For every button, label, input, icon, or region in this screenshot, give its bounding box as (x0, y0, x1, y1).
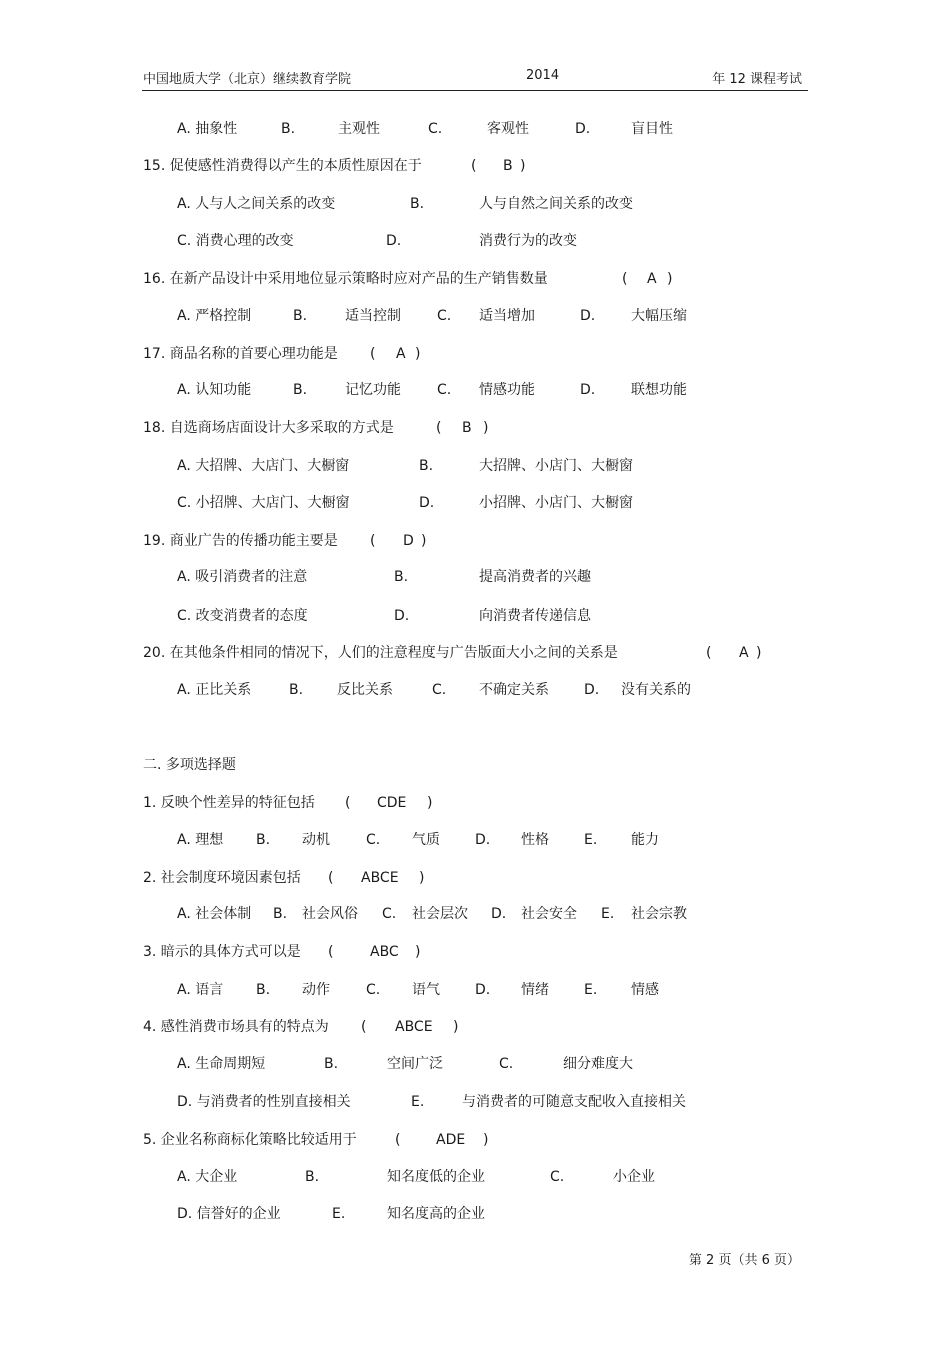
q19-option-c: C. 改变消费者的态度 (177, 608, 308, 624)
q20-paren-open: ( (706, 645, 712, 661)
m1-option-b-letter: B. (256, 832, 271, 848)
q17-stem: 17. 商品名称的首要心理功能是 (143, 346, 338, 362)
m1-paren-open: ( (345, 795, 351, 811)
q14-option-a: A. 抽象性 (177, 121, 238, 137)
m5-paren-close: ) (483, 1132, 489, 1148)
m3-paren-close: ) (415, 944, 421, 960)
q14-option-c: 客观性 (487, 121, 529, 137)
m2-option-d: 社会安全 (521, 906, 577, 922)
m1-option-e: 能力 (631, 832, 659, 848)
header-rule (142, 90, 808, 91)
m2-option-c-letter: C. (382, 906, 397, 922)
m4-paren-open: ( (361, 1019, 367, 1035)
q17-option-c-letter: C. (437, 382, 452, 398)
page-number: 第 2 页（共 6 页） (688, 1253, 800, 1268)
q16-option-c-letter: C. (437, 308, 452, 324)
q20-option-c: 不确定关系 (479, 682, 549, 698)
q19-stem: 19. 商业广告的传播功能主要是 (143, 533, 338, 549)
m4-option-e: 与消费者的可随意支配收入直接相关 (462, 1094, 686, 1110)
m3-option-e-letter: E. (584, 982, 598, 998)
q15-option-b-letter: B. (410, 196, 425, 212)
m2-option-b-letter: B. (273, 906, 288, 922)
m4-option-b-letter: B. (324, 1056, 339, 1072)
q17-paren-open: ( (370, 346, 376, 362)
q15-paren-open: ( (471, 158, 477, 174)
q16-option-b-letter: B. (293, 308, 308, 324)
m2-option-d-letter: D. (491, 906, 507, 922)
q16-option-a: A. 严格控制 (177, 308, 252, 324)
q20-answer: A (739, 645, 749, 661)
q18-option-c: C. 小招牌、大店门、大橱窗 (177, 495, 350, 511)
m2-option-c: 社会层次 (412, 906, 468, 922)
q15-stem: 15. 促使感性消费得以产生的本质性原因在于 (143, 158, 422, 174)
m1-option-d: 性格 (521, 832, 549, 848)
m5-option-e: 知名度高的企业 (387, 1206, 485, 1222)
q16-option-c: 适当增加 (479, 308, 535, 324)
m3-option-d: 情绪 (521, 982, 549, 998)
m5-option-e-letter: E. (332, 1206, 346, 1222)
q16-option-b: 适当控制 (345, 308, 401, 324)
m3-option-e: 情感 (631, 982, 659, 998)
m3-paren-open: ( (328, 944, 334, 960)
q17-option-d: 联想功能 (631, 382, 687, 398)
q20-option-d-letter: D. (584, 682, 600, 698)
m5-option-a: A. 大企业 (177, 1169, 238, 1185)
q20-option-b: 反比关系 (337, 682, 393, 698)
q19-option-d-letter: D. (394, 608, 410, 624)
q16-stem: 16. 在新产品设计中采用地位显示策略时应对产品的生产销售数量 (143, 271, 548, 287)
q14-option-b: 主观性 (338, 121, 380, 137)
q19-answer: D (403, 533, 414, 549)
q15-answer: B (503, 158, 513, 174)
header-left: 中国地质大学（北京）继续教育学院 (143, 72, 352, 87)
m2-paren-open: ( (328, 870, 334, 886)
q16-option-d-letter: D. (580, 308, 596, 324)
m4-option-a: A. 生命周期短 (177, 1056, 266, 1072)
q18-option-a: A. 大招牌、大店门、大橱窗 (177, 458, 350, 474)
m5-option-d: D. 信誉好的企业 (177, 1206, 281, 1222)
q14-option-b-letter: B. (281, 121, 296, 137)
q20-option-b-letter: B. (289, 682, 304, 698)
q15-option-a: A. 人与人之间关系的改变 (177, 196, 336, 212)
m2-stem: 2. 社会制度环境因素包括 (143, 870, 301, 886)
q18-paren-close: ) (483, 420, 489, 436)
q20-paren-close: ) (756, 645, 762, 661)
q16-answer: A (647, 271, 657, 287)
m3-option-c: 语气 (412, 982, 440, 998)
m3-stem: 3. 暗示的具体方式可以是 (143, 944, 301, 960)
m5-stem: 5. 企业名称商标化策略比较适用于 (143, 1132, 357, 1148)
q15-option-c: C. 消费心理的改变 (177, 233, 294, 249)
m4-option-c-letter: C. (499, 1056, 514, 1072)
q20-option-c-letter: C. (432, 682, 447, 698)
m5-option-c-letter: C. (550, 1169, 565, 1185)
q18-answer: B (462, 420, 472, 436)
m3-option-d-letter: D. (475, 982, 491, 998)
q17-option-d-letter: D. (580, 382, 596, 398)
m2-option-a: A. 社会体制 (177, 906, 252, 922)
q17-option-b-letter: B. (293, 382, 308, 398)
q15-paren-close: ) (520, 158, 526, 174)
q19-option-a: A. 吸引消费者的注意 (177, 569, 308, 585)
q20-stem: 20. 在其他条件相同的情况下，人们的注意程度与广告版面大小之间的关系是 (143, 645, 618, 661)
q19-paren-open: ( (370, 533, 376, 549)
q17-paren-close: ) (415, 346, 421, 362)
m2-option-e-letter: E. (601, 906, 615, 922)
q18-stem: 18. 自选商场店面设计大多采取的方式是 (143, 420, 394, 436)
q19-option-b-letter: B. (394, 569, 409, 585)
q17-option-a: A. 认知功能 (177, 382, 252, 398)
q15-option-d: 消费行为的改变 (479, 233, 577, 249)
m4-option-b: 空间广泛 (387, 1056, 443, 1072)
q18-paren-open: ( (436, 420, 442, 436)
q19-paren-close: ) (421, 533, 427, 549)
q17-option-c: 情感功能 (479, 382, 535, 398)
m1-answer: CDE (377, 795, 407, 811)
q16-paren-open: ( (622, 271, 628, 287)
m2-answer: ABCE (361, 870, 399, 886)
q15-option-d-letter: D. (386, 233, 402, 249)
q15-option-b: 人与自然之间关系的改变 (479, 196, 633, 212)
m5-option-c: 小企业 (613, 1169, 655, 1185)
q17-answer: A (396, 346, 406, 362)
m3-option-b: 动作 (302, 982, 330, 998)
m5-option-b-letter: B. (305, 1169, 320, 1185)
m1-option-a: A. 理想 (177, 832, 224, 848)
m3-option-a: A. 语言 (177, 982, 224, 998)
header-right: 年 12 课程考试 (712, 72, 802, 87)
m5-answer: ADE (436, 1132, 466, 1148)
m4-option-d: D. 与消费者的性别直接相关 (177, 1094, 351, 1110)
q18-option-d-letter: D. (419, 495, 435, 511)
m1-option-d-letter: D. (475, 832, 491, 848)
m1-option-e-letter: E. (584, 832, 598, 848)
m3-answer: ABC (370, 944, 399, 960)
m4-answer: ABCE (395, 1019, 433, 1035)
q18-option-d: 小招牌、小店门、大橱窗 (479, 495, 633, 511)
q16-paren-close: ) (667, 271, 673, 287)
m5-option-b: 知名度低的企业 (387, 1169, 485, 1185)
m3-option-c-letter: C. (366, 982, 381, 998)
m1-option-c: 气质 (412, 832, 440, 848)
m1-option-b: 动机 (302, 832, 330, 848)
m4-option-e-letter: E. (411, 1094, 425, 1110)
m1-stem: 1. 反映个性差异的特征包括 (143, 795, 315, 811)
m2-paren-close: ) (419, 870, 425, 886)
q14-option-c-letter: C. (428, 121, 443, 137)
m1-paren-close: ) (427, 795, 433, 811)
q17-option-b: 记忆功能 (345, 382, 401, 398)
q20-option-a: A. 正比关系 (177, 682, 252, 698)
q16-option-d: 大幅压缩 (631, 308, 687, 324)
m4-paren-close: ) (453, 1019, 459, 1035)
q19-option-b: 提高消费者的兴趣 (479, 569, 591, 585)
m3-option-b-letter: B. (256, 982, 271, 998)
section-title-multiple-choice: 二. 多项选择题 (143, 757, 236, 773)
m4-stem: 4. 感性消费市场具有的特点为 (143, 1019, 329, 1035)
m2-option-b: 社会风俗 (302, 906, 358, 922)
header-center: 2014 (526, 68, 560, 83)
m5-paren-open: ( (395, 1132, 401, 1148)
q20-option-d: 没有关系的 (621, 682, 691, 698)
m1-option-c-letter: C. (366, 832, 381, 848)
q18-option-b: 大招牌、小店门、大橱窗 (479, 458, 633, 474)
q14-option-d-letter: D. (575, 121, 591, 137)
q19-option-d: 向消费者传递信息 (479, 608, 591, 624)
m2-option-e: 社会宗教 (631, 906, 687, 922)
m4-option-c: 细分难度大 (563, 1056, 633, 1072)
q14-option-d: 盲目性 (631, 121, 673, 137)
q18-option-b-letter: B. (419, 458, 434, 474)
